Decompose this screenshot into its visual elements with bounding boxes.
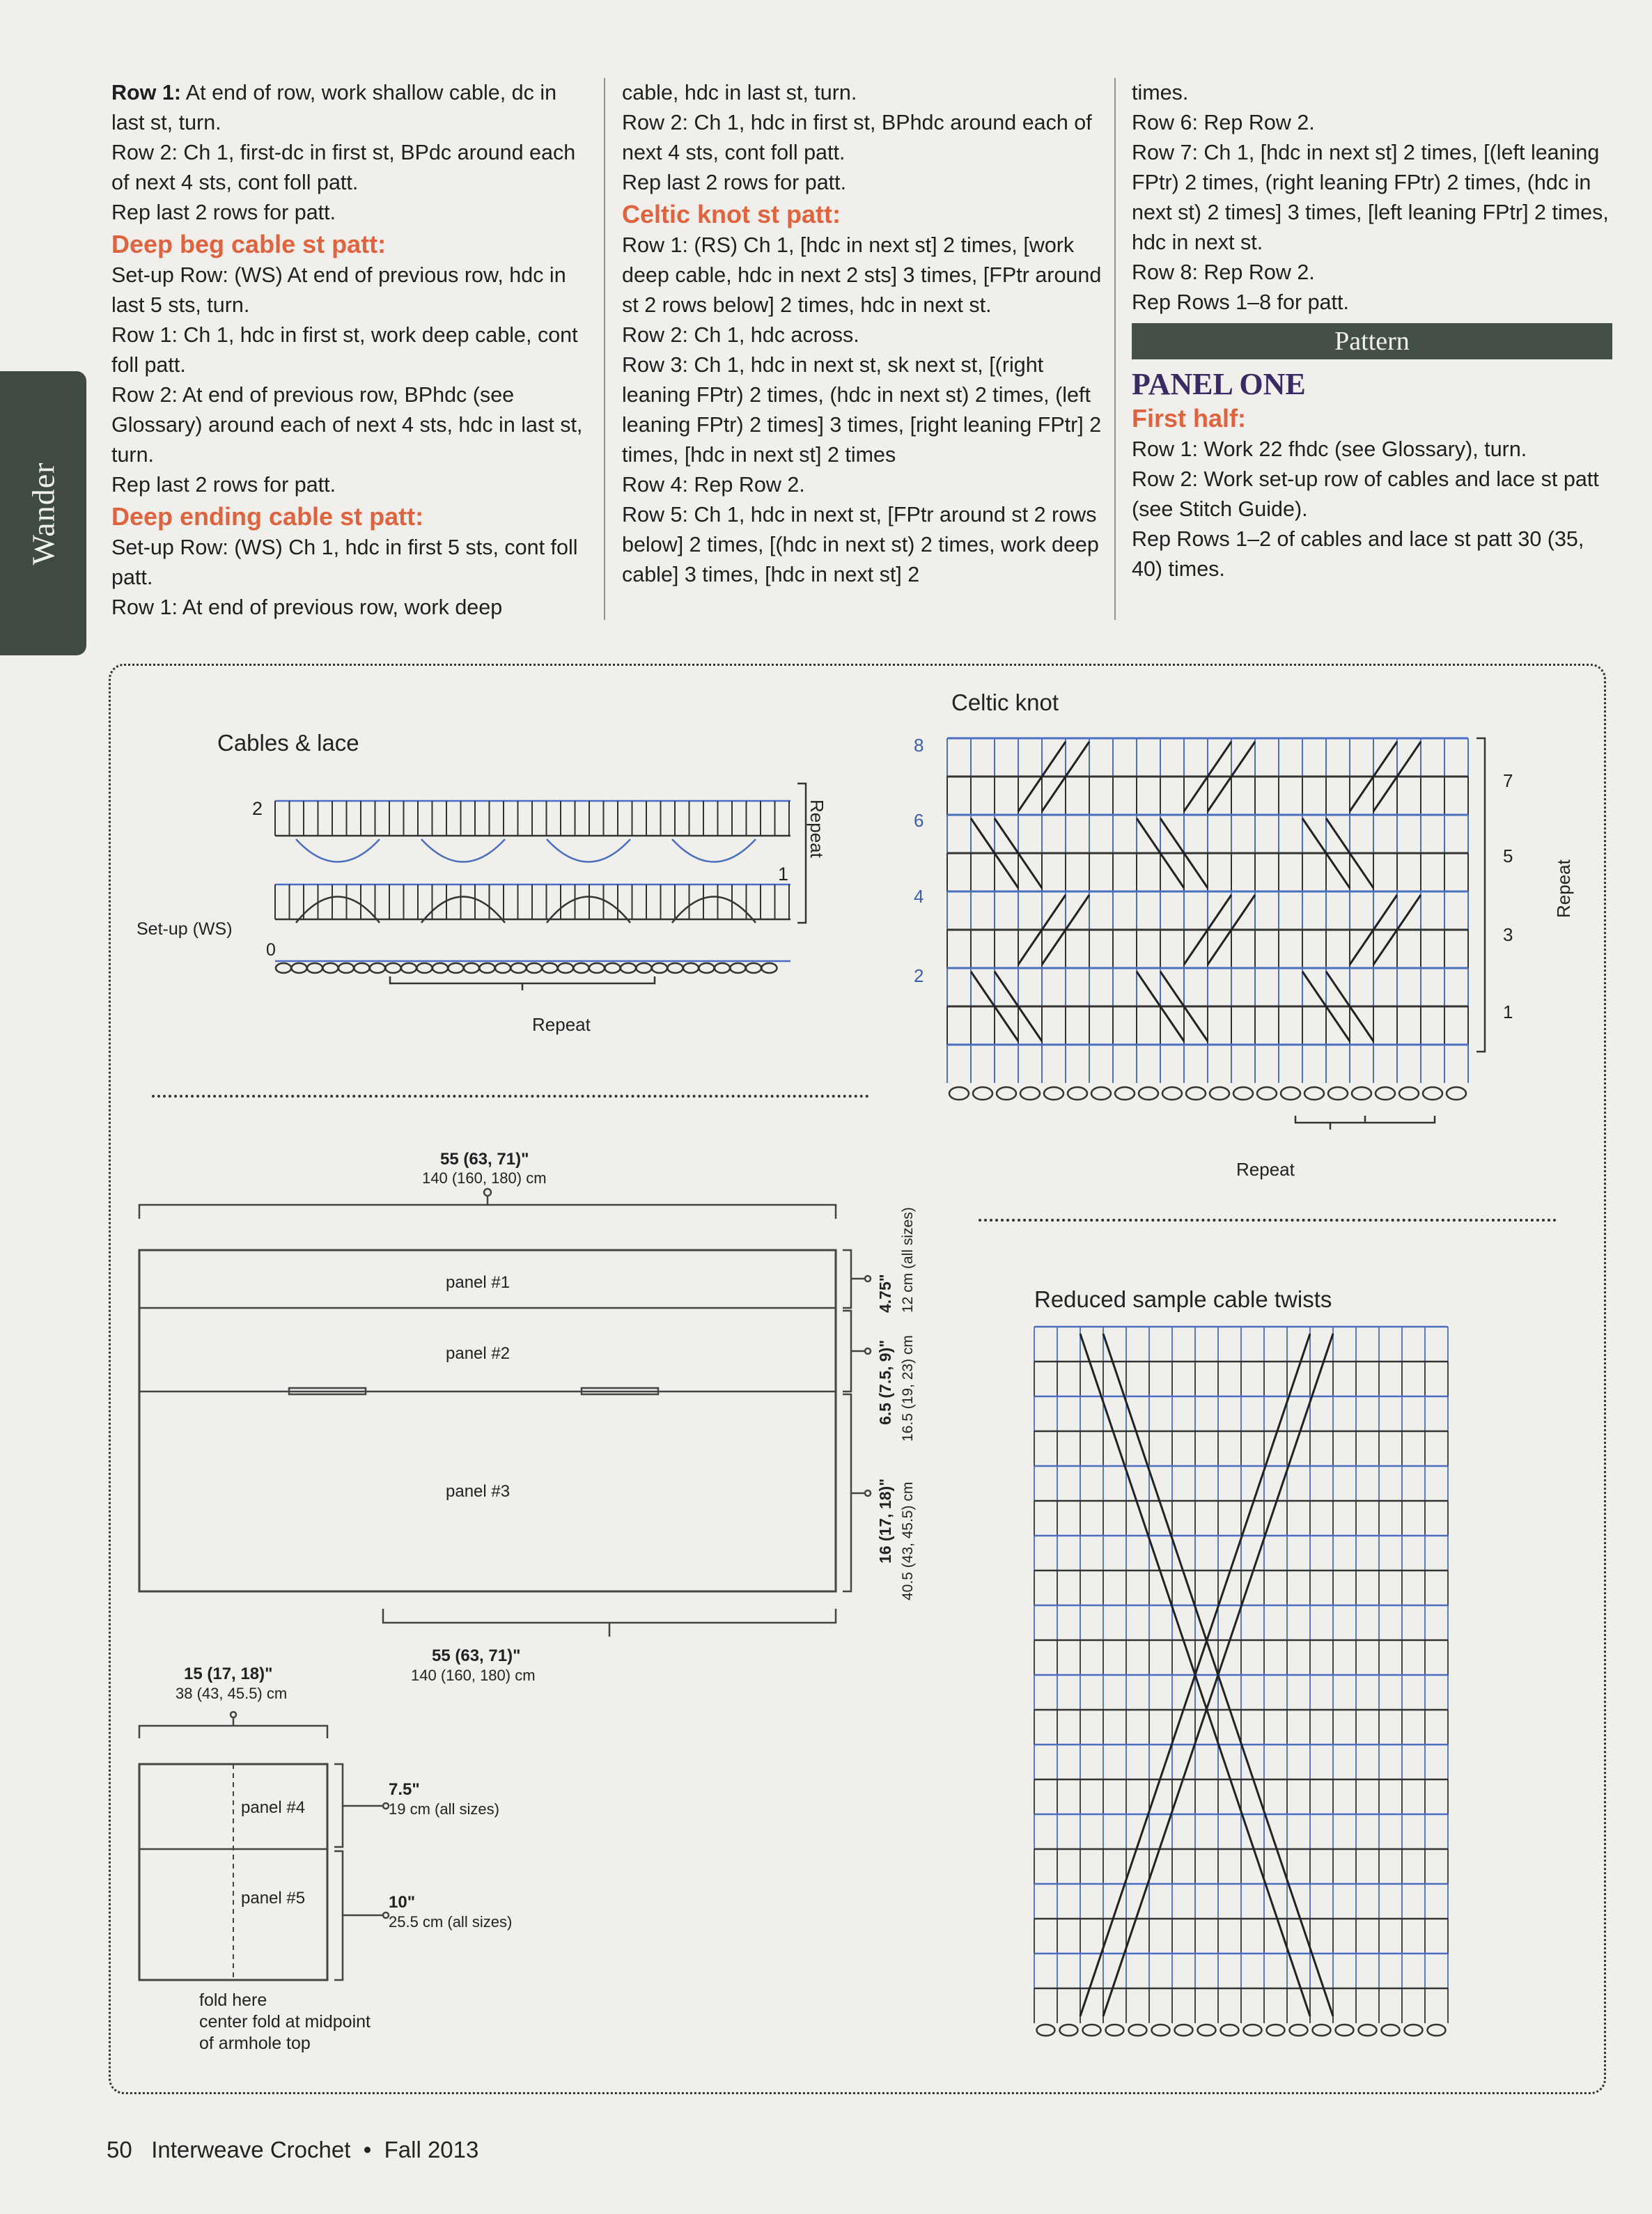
paragraph: cable, hdc in last st, turn. (622, 81, 857, 104)
dimension-label: 16.5 (19, 23) cm (900, 1335, 916, 1442)
foundation-chain (1106, 2025, 1124, 2036)
foundation-chain (637, 963, 652, 973)
schematic-top-width-cm: 140 (160, 180) cm (422, 1169, 547, 1187)
foundation-chain (1267, 2025, 1285, 2036)
reduced-chart-title: Reduced sample cable twists (1034, 1286, 1332, 1312)
foundation-chain (1328, 1087, 1348, 1100)
foundation-chain (731, 963, 746, 973)
repeat-bracket (390, 976, 655, 990)
paragraph: times. (1132, 81, 1189, 104)
paragraph: Rep last 2 rows for patt. (111, 201, 336, 224)
foundation-chain (1233, 1087, 1253, 1100)
paragraph: Row 3: Ch 1, hdc in next st, sk next st, [(right leaning FPtr) 2 times, (hdc in next st) 2 times, (left leaning FPtr) 2 times] 3 times, [right leaning FPtr] 2 times, [hdc in next st] 2 times (622, 353, 1102, 467)
foundation-chain (1083, 2025, 1101, 2036)
celtic-knot-chart (933, 717, 1560, 1163)
foundation-chain (1186, 1087, 1206, 1100)
dimension-label: 25.5 cm (all sizes) (389, 1913, 513, 1931)
repeat-side-bracket (797, 784, 806, 923)
paragraph: Rep Rows 1–8 for patt. (1132, 290, 1349, 314)
panel-label: panel #4 (241, 1798, 306, 1817)
foundation-chain (1129, 2025, 1147, 2036)
foundation-chain (668, 963, 683, 973)
fold-note: of armhole top (199, 2034, 311, 2053)
publication-name: Interweave Crochet (151, 2137, 351, 2162)
foundation-chain (1244, 2025, 1262, 2036)
cables-repeat-label: Repeat (532, 1014, 591, 1035)
text-column-3 (1132, 78, 1612, 584)
foundation-chain (1428, 2025, 1446, 2036)
column-divider (604, 78, 605, 620)
schematic-bottom-width: 55 (63, 71)" (432, 1646, 521, 1665)
foundation-chain (1304, 1087, 1324, 1100)
cables-lace-chart (265, 773, 808, 1017)
issue-date: Fall 2013 (384, 2137, 479, 2162)
foundation-chain (433, 963, 448, 973)
celtic-row-label: 2 (914, 965, 924, 986)
paragraph: Row 4: Rep Row 2. (622, 473, 805, 497)
paragraph: Row 8: Rep Row 2. (1132, 260, 1315, 284)
celtic-row-label: 6 (914, 810, 924, 831)
foundation-chain (1281, 1087, 1300, 1100)
lace-arch (421, 839, 505, 862)
dimension-label: 16 (17, 18)" (876, 1478, 894, 1564)
foundation-chain (997, 1087, 1016, 1100)
paragraph: Rep last 2 rows for patt. (622, 171, 847, 194)
foundation-chain (480, 963, 495, 973)
dotted-separator (979, 1219, 1557, 1222)
foundation-chain (1091, 1087, 1111, 1100)
text-column-1 (111, 78, 592, 623)
lace-arch (672, 839, 756, 862)
celtic-repeat-label: Repeat (1236, 1159, 1295, 1180)
fold-note: fold here (199, 1990, 267, 2010)
paragraph: Row 2: At end of previous row, BPhdc (see Glossary) around each of next 4 sts, hdc in last st, turn. (111, 383, 583, 467)
celtic-repeat-side-label: Repeat (1553, 859, 1574, 918)
foundation-chain (1290, 2025, 1308, 2036)
column-divider (1114, 78, 1116, 620)
celtic-chart-title: Celtic knot (951, 689, 1059, 715)
foundation-chain (276, 963, 291, 973)
paragraph: Row 6: Rep Row 2. (1132, 111, 1315, 134)
foundation-chain (973, 1087, 992, 1100)
celtic-row-label: 8 (914, 735, 924, 756)
paragraph: Row 1: At end of row, work shallow cable, dc in last st, turn. (111, 81, 557, 134)
fold-note: center fold at midpoint (199, 2012, 371, 2032)
foundation-chain (762, 963, 777, 973)
dimension-label: 7.5" (389, 1780, 420, 1799)
foundation-chain (605, 963, 621, 973)
foundation-chain (699, 963, 715, 973)
panel-label: panel #3 (446, 1482, 511, 1501)
paragraph: Row 7: Ch 1, [hdc in next st] 2 times, [(left leaning FPtr) 2 times, (right leaning FPtr) 2 times, (hdc in next st) 2 times] 3 times, [left leaning FPtr] 2 times, hdc in next st. (1132, 141, 1609, 254)
repeat-bracket (1295, 1116, 1435, 1130)
foundation-chain (323, 963, 338, 973)
section-heading: Celtic knot st patt: (622, 200, 841, 228)
para-text: At end of row, work shallow cable, dc in last st, turn. (111, 81, 557, 134)
repeat-side-bracket (1476, 738, 1485, 1052)
paragraph: Row 2: Ch 1, hdc across. (622, 323, 859, 347)
foundation-chain (464, 963, 479, 973)
foundation-chain (558, 963, 573, 973)
paragraph: Row 1: Work 22 fhdc (see Glossary), turn. (1132, 437, 1527, 461)
foundation-chain (543, 963, 558, 973)
foundation-chain (621, 963, 636, 973)
foundation-chain (1359, 2025, 1377, 2036)
celtic-row-label: 7 (1503, 770, 1513, 791)
cables-row-label: 0 (266, 940, 276, 960)
foundation-chain (1139, 1087, 1158, 1100)
small-panel-width: 15 (17, 18)" (184, 1665, 273, 1683)
cables-chart-title: Cables & lace (217, 730, 359, 756)
dimension-label: 19 cm (all sizes) (389, 1800, 499, 1818)
dimension-label: 40.5 (43, 45.5) cm (900, 1481, 916, 1600)
paragraph: Rep last 2 rows for patt. (111, 473, 336, 497)
foundation-chain (511, 963, 527, 973)
paragraph: Set-up Row: (WS) Ch 1, hdc in first 5 sts, cont foll patt. (111, 536, 578, 589)
foundation-chain (715, 963, 730, 973)
foundation-chain (338, 963, 354, 973)
dotted-separator (152, 1095, 869, 1098)
celtic-row-label: 5 (1503, 845, 1513, 866)
panel-label: panel #5 (241, 1889, 306, 1908)
foundation-chain (1060, 2025, 1078, 2036)
section-heading: Deep beg cable st patt: (111, 230, 387, 258)
lace-arch (547, 839, 630, 862)
schematic-bottom-width-cm: 140 (160, 180) cm (411, 1667, 536, 1684)
cables-repeat-side-label: Repeat (806, 800, 827, 858)
foundation-chain (1405, 2025, 1423, 2036)
foundation-chain (449, 963, 464, 973)
celtic-row-label: 3 (1503, 924, 1513, 945)
panel-heading: PANEL ONE (1132, 367, 1306, 401)
panel-label: panel #2 (446, 1344, 511, 1363)
cables-row-label: 1 (778, 864, 789, 884)
pattern-section-bar: Pattern (1132, 323, 1612, 359)
schematic-top-width: 55 (63, 71)" (440, 1150, 529, 1169)
foundation-chain (1175, 2025, 1193, 2036)
foundation-chain (1382, 2025, 1400, 2036)
celtic-row-label: 1 (1503, 1001, 1513, 1022)
foundation-chain (1037, 2025, 1055, 2036)
paragraph: Row 1: At end of previous row, work deep (111, 595, 503, 619)
foundation-chain (683, 963, 699, 973)
foundation-chain (292, 963, 307, 973)
foundation-chain (1068, 1087, 1087, 1100)
foundation-chain (386, 963, 401, 973)
foundation-chain (1313, 2025, 1331, 2036)
foundation-chain (1447, 1087, 1466, 1100)
paragraph: Row 2: Work set-up row of cables and lace st patt (see Stitch Guide). (1132, 467, 1599, 521)
section-heading: Deep ending cable st patt: (111, 502, 424, 531)
foundation-chain (1399, 1087, 1419, 1100)
page-number: 50 (107, 2137, 132, 2162)
dimension-label: 4.75" (876, 1274, 894, 1313)
paragraph: Row 2: Ch 1, first-dc in first st, BPdc around each of next 4 sts, cont foll patt. (111, 141, 576, 194)
small-panel-width-cm: 38 (43, 45.5) cm (176, 1685, 288, 1702)
foundation-chain (527, 963, 542, 973)
foundation-chain (1115, 1087, 1135, 1100)
foundation-chain (949, 1087, 969, 1100)
foundation-chain (1257, 1087, 1277, 1100)
lace-arch (296, 839, 380, 862)
dimension-label: 10" (389, 1893, 416, 1912)
dimension-label: 6.5 (7.5, 9)" (876, 1339, 894, 1425)
reduced-cable-chart (1017, 1320, 1476, 2051)
foundation-chain (354, 963, 370, 973)
foundation-chain (307, 963, 322, 973)
paragraph: Row 5: Ch 1, hdc in next st, [FPtr around st 2 rows below] 2 times, [(hdc in next st) 2 times, work deep cable] 3 times, [hdc in next st] 2 (622, 503, 1099, 586)
cables-row-label: 2 (252, 798, 263, 819)
foundation-chain (1336, 2025, 1354, 2036)
dimension-label: 12 cm (all sizes) (900, 1207, 916, 1313)
text-column-2 (622, 78, 1102, 590)
foundation-chain (1020, 1087, 1040, 1100)
foundation-chain (1423, 1087, 1442, 1100)
paragraph: Row 1: (RS) Ch 1, [hdc in next st] 2 times, [work deep cable, hdc in next 2 sts] 3 times, [FPtr around st 2 rows below] 2 times, hdc in next st. (622, 233, 1102, 317)
section-tab-label: Wander (25, 462, 61, 565)
foundation-chain (1162, 1087, 1182, 1100)
paragraph: Rep Rows 1–2 of cables and lace st patt 30 (35, 40) times. (1132, 527, 1584, 581)
foundation-chain (1376, 1087, 1395, 1100)
foundation-chain (370, 963, 385, 973)
foundation-chain (1044, 1087, 1063, 1100)
panel-label: panel #1 (446, 1273, 511, 1292)
foundation-chain (746, 963, 761, 973)
foundation-chain (574, 963, 589, 973)
foundation-chain (1198, 2025, 1216, 2036)
celtic-row-label: 4 (914, 886, 924, 907)
wrap-schematic (125, 1156, 933, 1992)
foundation-chain (652, 963, 667, 973)
foundation-chain (1221, 2025, 1239, 2036)
foundation-chain (1210, 1087, 1229, 1100)
sub-heading: First half: (1132, 404, 1247, 432)
cables-setup-label: Set-up (WS) (137, 919, 233, 939)
paragraph: Set-up Row: (WS) At end of previous row, hdc in last 5 sts, turn. (111, 263, 566, 317)
foundation-chain (401, 963, 416, 973)
foundation-chain (589, 963, 605, 973)
foundation-chain (417, 963, 433, 973)
section-tab (0, 371, 86, 655)
foundation-chain (1352, 1087, 1371, 1100)
foundation-chain (495, 963, 511, 973)
foundation-chain (1152, 2025, 1170, 2036)
paragraph: Row 2: Ch 1, hdc in first st, BPhdc around each of next 4 sts, cont foll patt. (622, 111, 1092, 164)
page-footer: 50 Interweave Crochet • Fall 2013 (107, 2137, 479, 2162)
paragraph: Row 1: Ch 1, hdc in first st, work deep cable, cont foll patt. (111, 323, 578, 377)
